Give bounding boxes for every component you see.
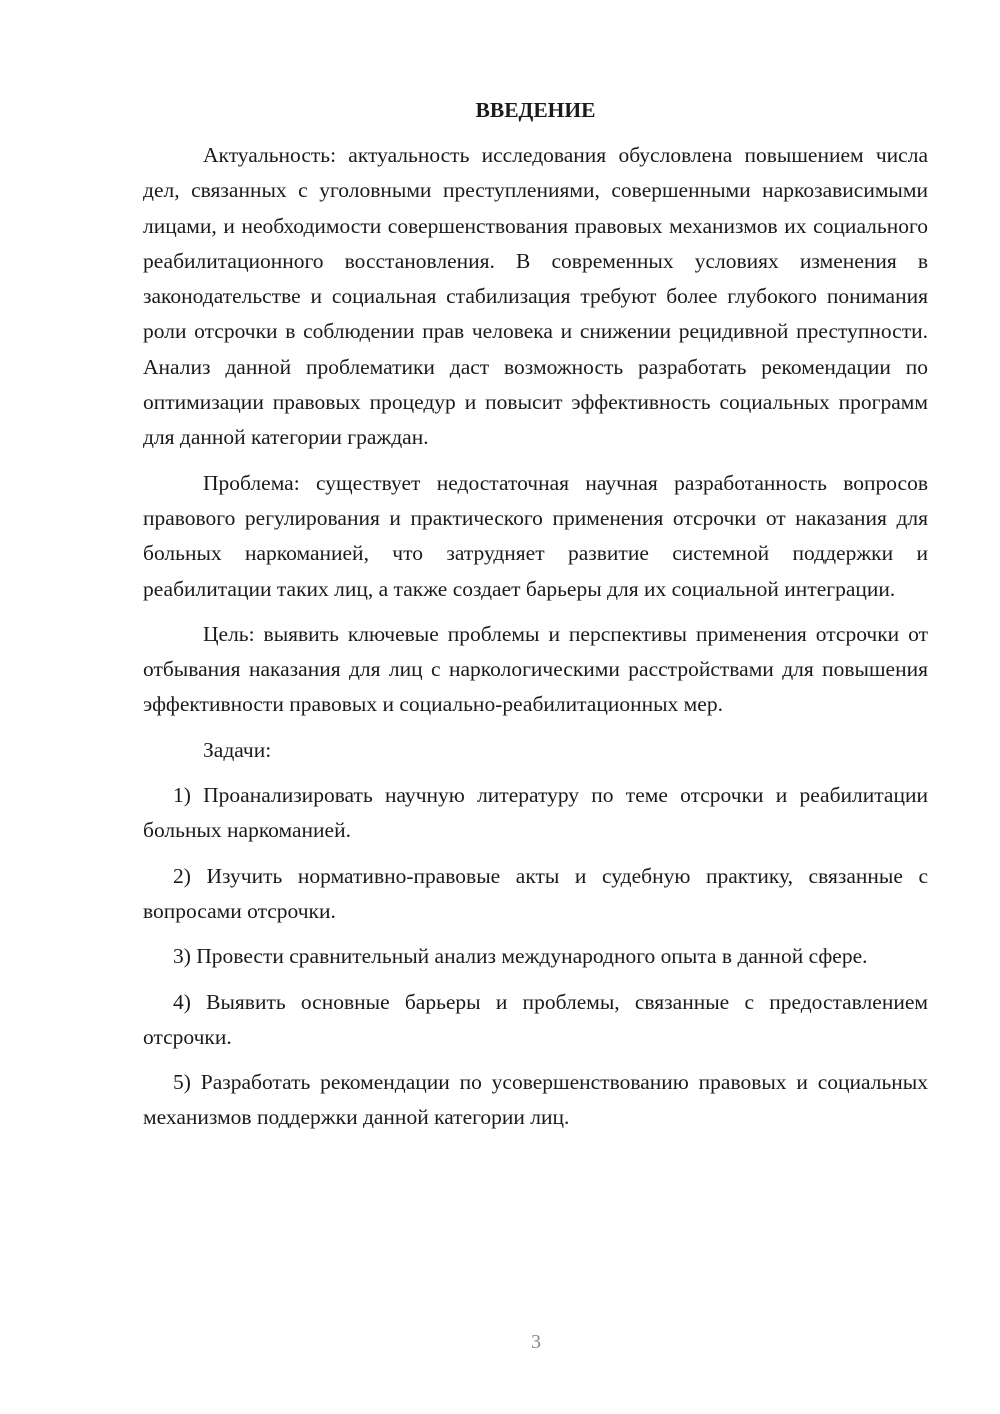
page-number: 3 [531,1331,541,1353]
paragraph-problem: Проблема: существует недостаточная научная разработанность вопросов правового регулирования и практического применения отсрочки от наказания для больных наркоманией, что затрудняет развитие системной поддержки и реабилитации таких лиц, а также создает барьеры для их социальной интеграции. [143,470,928,601]
task-item-1: 1) Проанализировать научную литературу по теме отсрочки и реабилитации больных наркоманией. [143,783,928,843]
tasks-heading: Задачи: [203,737,272,762]
task-item-5: 5) Разработать рекомендации по усовершенствованию правовых и социальных механизмов поддержки данной категории лиц. [143,1070,928,1130]
task-item-4: 4) Выявить основные барьеры и проблемы, связанные с предоставлением отсрочки. [143,989,928,1049]
task-item-3: 3) Провести сравнительный анализ международного опыта в данной сфере. [173,944,868,969]
section-title: ВВЕДЕНИЕ [475,98,596,122]
task-item-2: 2) Изучить нормативно-правовые акты и судебную практику, связанные с вопросами отсрочки. [143,863,928,923]
paragraph-goal: Цель: выявить ключевые проблемы и перспективы применения отсрочки от отбывания наказания для лиц с наркологическими расстройствами для повышения эффективности правовых и социально-реабилитационных мер. [143,621,928,717]
document-page [143,92,928,1146]
paragraph-relevance: Актуальность: актуальность исследования обусловлена повышением числа дел, связанных с уголовными преступлениями, совершенными наркозависимыми лицами, и необходимости совершенствования правовых механизмов их социального реабилитационного восстановления. В современных условиях изменения в законодательстве и социальная стабилизация требуют более глубокого понимания роли отсрочки в соблюдении прав человека и снижении рецидивной преступности. Анализ данной проблематики даст возможность разработать рекомендации по оптимизации правовых процедур и повысит эффективность социальных программ для данной категории граждан. [143,143,928,450]
